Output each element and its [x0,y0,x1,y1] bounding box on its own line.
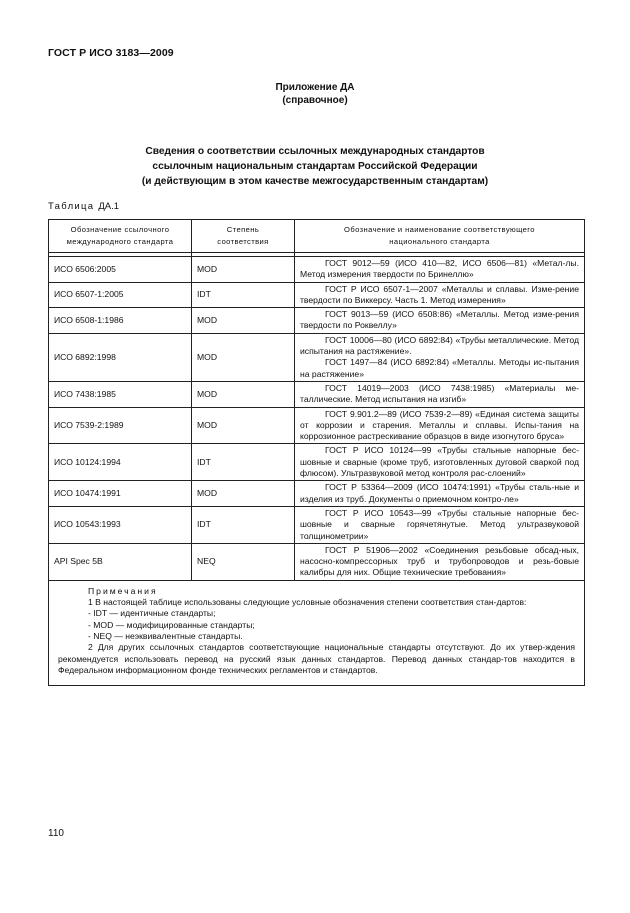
national-standard-text: ГОСТ 1497—84 (ИСО 6892:84) «Металлы. Методы ис-пытания на растяжение» [300,357,579,379]
table-caption-number: ДА.1 [98,201,120,212]
degree-cell: MOD [192,308,295,334]
national-standard-cell [295,333,585,381]
table-row [49,333,585,381]
intl-standard-cell: ИСО 10543:1993 [49,506,192,543]
degree-cell: MOD [192,381,295,407]
intl-standard-cell: ИСО 6506:2005 [49,257,192,283]
note-list-item: - IDT — идентичные стандарты; [88,608,216,619]
national-standard-cell [295,444,585,481]
table-row [49,543,585,580]
national-standard-cell [295,308,585,334]
table-row [49,282,585,308]
intl-standard-cell: API Spec 5B [49,543,192,580]
degree-cell: NEQ [192,543,295,580]
degree-cell: MOD [192,481,295,507]
table-row [49,444,585,481]
national-standard-text: ГОСТ Р 51906—2002 «Соединения резьбовые обсад-ных, насосно-компрессорных труб и трубопроводов и резь-бовые калибры для них. Общие технические требования» [300,544,579,578]
header-col2-line1: Степень [226,225,260,234]
header-col1-line1: Обозначение ссылочного [70,225,170,234]
degree-cell: IDT [192,282,295,308]
section-title-line-3: (и действующим в этом качестве межгосударственным стандартам) [141,176,489,187]
table-row [49,381,585,407]
annex-subtitle: (справочное) [282,95,348,106]
national-standard-text: ГОСТ 10006—80 (ИСО 6892:84) «Трубы металлические. Метод испытания на растяжение». [300,334,579,357]
table-caption [48,201,119,212]
intl-standard-cell: ИСО 6508-1:1986 [49,308,192,334]
header-col3-line2: национального стандарта [389,237,490,246]
intl-standard-cell: ИСО 6892:1998 [49,333,192,381]
degree-cell: MOD [192,333,295,381]
intl-standard-cell: ИСО 7539-2:1989 [49,407,192,444]
notes-row [49,580,585,685]
header-col3-line1: Обозначение и наименование соответствующего [344,225,535,234]
note-2: 2 Для других ссылочных стандартов соответствующие национальные стандарты отсутствуют. До их утвер-ждения рекомендуется использовать перевод на русский язык данных стандартов. Перевод данных стандар-тов находится в Федеральном информационном фонде технических регламентов и стандартов. [58,642,575,675]
section-title [0,144,630,189]
degree-cell: IDT [192,506,295,543]
table-row [49,308,585,334]
table-row [49,407,585,444]
table-caption-label: Таблица [48,201,95,212]
degree-cell: IDT [192,444,295,481]
notes-title: Примечания [88,585,158,596]
section-title-line-2: ссылочным национальным стандартам Российской Федерации [152,161,478,172]
header-col1-line2: международного стандарта [66,237,174,246]
national-standard-text: ГОСТ Р ИСО 10124—99 «Трубы стальные напорные бес-шовные и сварные (кроме труб, изготовленных дуговой сваркой под флюсом). Ультразвуковой метод контроля рас-слоений» [300,445,579,479]
national-standard-cell [295,543,585,580]
national-standard-text: ГОСТ 9013—59 (ИСО 6508:86) «Металлы. Метод изме-рения твердости по Роквеллу» [300,309,579,331]
table-row [49,506,585,543]
national-standard-text: ГОСТ Р ИСО 6507-1—2007 «Металлы и сплавы. Изме-рение твердости по Виккерсу. Часть 1. Метод измерения» [300,283,579,305]
standards-correspondence-table [48,219,585,686]
national-standard-cell [295,381,585,407]
note-list-item: - MOD — модифицированные стандарты; [88,619,255,630]
intl-standard-cell: ИСО 6507-1:2005 [49,282,192,308]
table-row [49,257,585,283]
degree-cell: MOD [192,407,295,444]
table-header-row [49,220,585,253]
note-list-item: - NEQ — неэквивалентные стандарты. [88,630,243,641]
national-standard-text: ГОСТ 9012—59 (ИСО 410—82, ИСО 6506—81) «Метал-лы. Метод измерения твердости по Бринеллю» [300,258,579,280]
national-standard-text: ГОСТ 14019—2003 (ИСО 7438:1985) «Материалы ме-таллические. Метод испытания на изгиб» [300,382,579,405]
intl-standard-cell: ИСО 10124:1994 [49,444,192,481]
annex-title: Приложение ДА [275,82,355,93]
header-degree [192,220,295,253]
header-national-standard [295,220,585,253]
national-standard-cell [295,282,585,308]
header-col2-line2: соответствия [217,237,269,246]
intl-standard-cell: ИСО 7438:1985 [49,381,192,407]
table-row [49,481,585,507]
national-standard-cell [295,481,585,507]
national-standard-cell [295,257,585,283]
national-standard-text: ГОСТ 9.901.2—89 (ИСО 7539-2—89) «Единая система защиты от коррозии и старения. Металлы и сплавы. Испы-тания на коррозионное растрескивание образцов в виде изогнутого бруса» [300,408,579,442]
note-1: 1 В настоящей таблице использованы следующие условные обозначения степени соответствия стан-дартов: [88,597,527,608]
national-standard-cell [295,407,585,444]
document-code: ГОСТ Р ИСО 3183—2009 [48,47,174,59]
intl-standard-cell: ИСО 10474:1991 [49,481,192,507]
national-standard-text: ГОСТ Р 53364—2009 (ИСО 10474:1991) «Трубы сталь-ные и изделия из труб. Документы о приемочном контро-ле» [300,482,579,504]
notes-cell [49,580,585,685]
national-standard-cell [295,506,585,543]
section-title-line-1: Сведения о соответствии ссылочных международных стандартов [145,146,485,157]
national-standard-text: ГОСТ Р ИСО 10543—99 «Трубы стальные напорные бес-шовные и сварные горячетянутые. Метод ультразвуковой толщинометрии» [300,507,579,541]
degree-cell: MOD [192,257,295,283]
annex-heading [0,81,630,107]
page-number: 110 [48,828,64,839]
header-international-standard [49,220,192,253]
